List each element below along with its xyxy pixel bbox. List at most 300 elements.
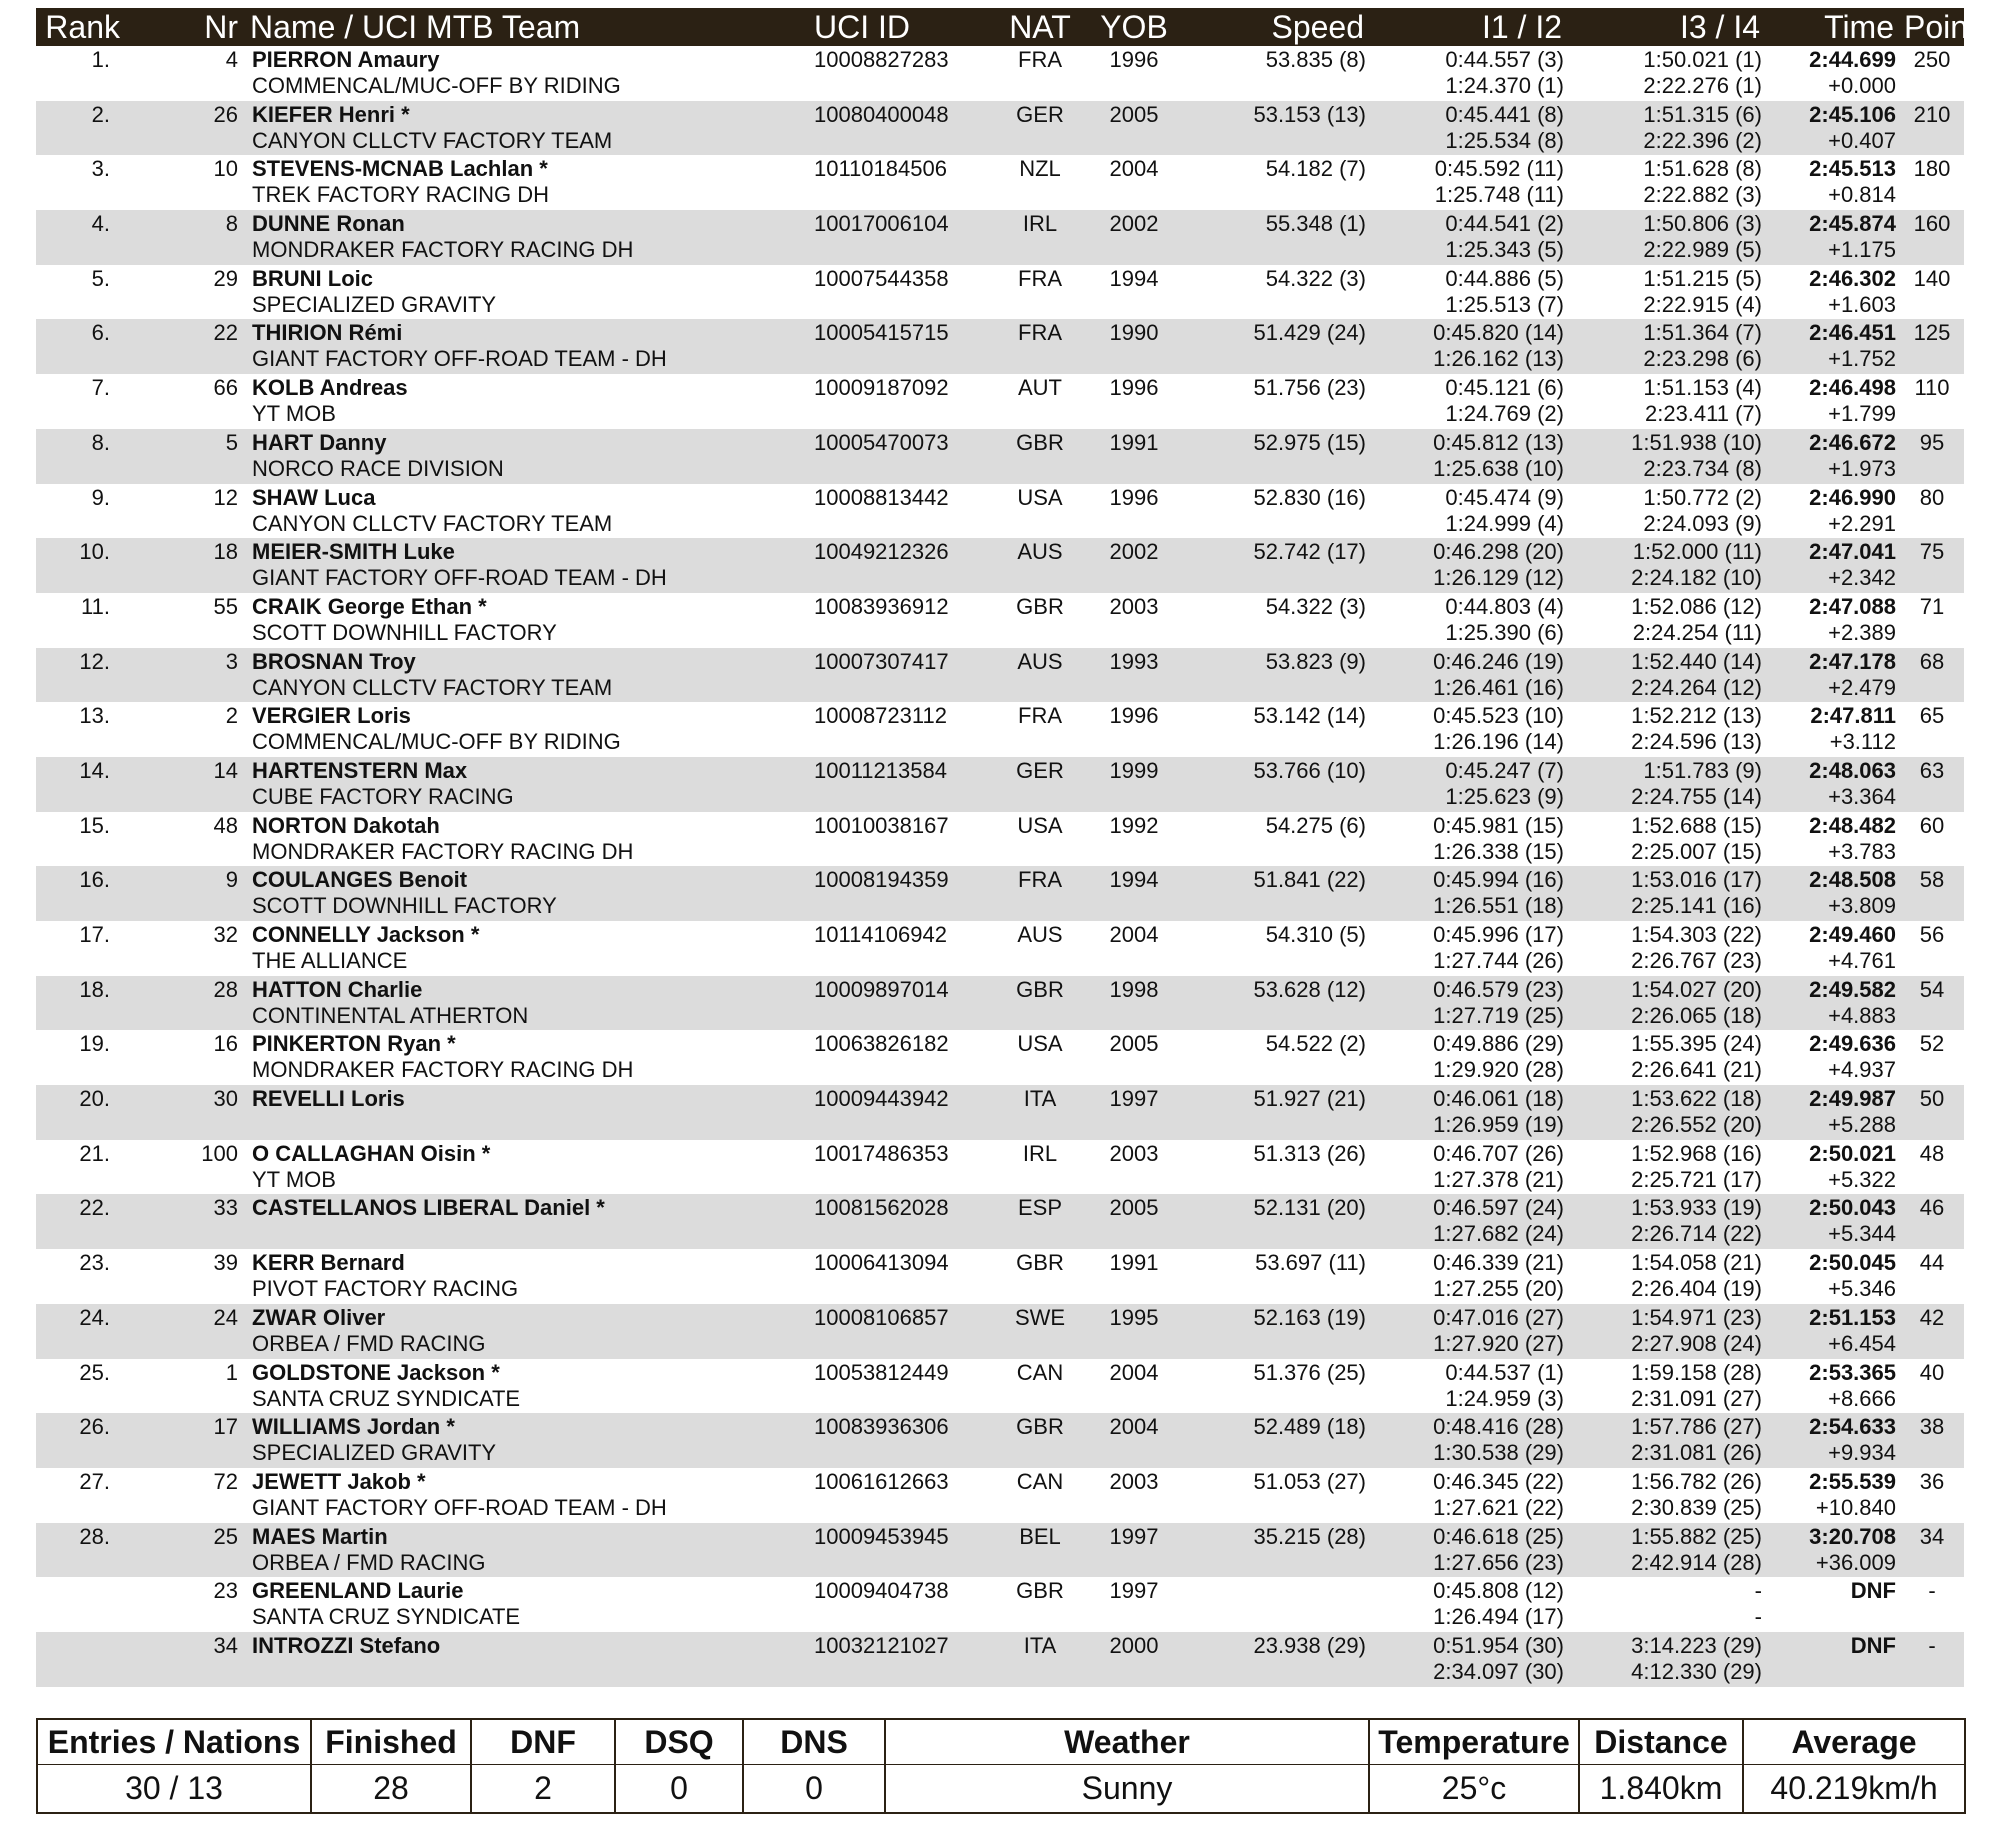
points-cell: 54 xyxy=(1919,976,1945,1002)
bib-number-cell: 14 xyxy=(213,757,238,783)
bib-number-cell: 8 xyxy=(225,211,238,237)
time-cell xyxy=(1766,319,1900,374)
rider-name: CONNELLY Jackson * xyxy=(252,922,480,947)
total-time: 2:55.539 xyxy=(1809,1468,1896,1494)
speed-cell: 53.823 (9) xyxy=(1265,648,1366,674)
points-cell: 60 xyxy=(1919,812,1945,838)
table-row xyxy=(36,429,1964,484)
year-of-birth-cell: 2004 xyxy=(1109,1359,1159,1385)
split-i1: 0:46.298 (20) xyxy=(1433,539,1564,565)
team-name: GIANT FACTORY OFF-ROAD TEAM - DH xyxy=(252,1494,667,1520)
total-time: 2:51.153 xyxy=(1809,1304,1896,1330)
team-name: ORBEA / FMD RACING xyxy=(252,1549,486,1575)
team-name: COMMENCAL/MUC-OFF BY RIDING xyxy=(252,729,621,755)
split-i3: 1:51.364 (7) xyxy=(1643,320,1762,346)
split-i2: 1:27.656 (23) xyxy=(1433,1549,1564,1575)
time-cell xyxy=(1766,210,1900,265)
time-gap: +6.454 xyxy=(1828,1330,1896,1356)
rank-cell: 2. xyxy=(91,101,110,127)
rider-cell xyxy=(244,976,802,1031)
split-i3-i4-cell xyxy=(1568,374,1766,429)
nation-cell: CAN xyxy=(1016,1468,1064,1494)
split-i2: 1:27.255 (20) xyxy=(1433,1276,1564,1302)
uci-id-cell: 10008827283 xyxy=(814,47,949,72)
rider-cell xyxy=(244,265,802,320)
time-cell xyxy=(1766,1632,1900,1687)
split-i4: 2:25.141 (16) xyxy=(1631,893,1762,919)
rider-name: BRUNI Loic xyxy=(252,265,373,291)
time-gap: +1.175 xyxy=(1828,237,1896,263)
nation-cell: USA xyxy=(1017,484,1063,510)
points-cell: 125 xyxy=(1913,320,1951,346)
time-gap: +5.344 xyxy=(1828,1221,1896,1247)
split-i2: 1:27.621 (22) xyxy=(1433,1494,1564,1520)
split-i4: 2:22.882 (3) xyxy=(1643,182,1762,208)
team-name: THE ALLIANCE xyxy=(252,948,408,973)
rank-cell: 3. xyxy=(91,156,110,182)
rider-cell xyxy=(244,101,802,156)
team-name: CUBE FACTORY RACING xyxy=(252,783,514,809)
time-cell xyxy=(1766,1413,1900,1468)
summary-header-weather: Weather xyxy=(885,1719,1369,1765)
split-i3: 1:55.882 (25) xyxy=(1631,1523,1762,1549)
split-i3-i4-cell xyxy=(1568,1523,1766,1578)
year-of-birth-cell: 2004 xyxy=(1109,922,1159,947)
time-gap: +8.666 xyxy=(1828,1385,1896,1411)
nation-cell: GBR xyxy=(1016,1578,1064,1604)
summary-dnf: 2 xyxy=(471,1765,615,1814)
total-time: 2:45.874 xyxy=(1809,211,1896,237)
summary-header-row xyxy=(37,1719,1965,1765)
total-time: 2:49.460 xyxy=(1809,922,1896,947)
split-i2: 2:34.097 (30) xyxy=(1433,1658,1564,1684)
table-row xyxy=(36,1085,1964,1140)
table-row xyxy=(36,210,1964,265)
speed-cell: 51.841 (22) xyxy=(1253,867,1366,893)
team-name: ORBEA / FMD RACING xyxy=(252,1330,486,1356)
split-i4: 2:22.396 (2) xyxy=(1643,127,1762,153)
header-uci-id: UCI ID xyxy=(802,8,988,46)
nation-cell: AUS xyxy=(1017,648,1063,674)
rider-cell xyxy=(244,1468,802,1523)
summary-header-dnf: DNF xyxy=(471,1719,615,1765)
total-time: 2:46.498 xyxy=(1809,375,1896,401)
split-i3-i4-cell xyxy=(1568,1468,1766,1523)
split-i1: 0:46.339 (21) xyxy=(1433,1250,1564,1276)
split-i1-i2-cell xyxy=(1370,429,1568,484)
table-row xyxy=(36,1468,1964,1523)
rider-name: MEIER-SMITH Luke xyxy=(252,539,455,565)
split-i1-i2-cell xyxy=(1370,1304,1568,1359)
header-name: Name / UCI MTB Team xyxy=(244,8,802,46)
bib-number-cell: 24 xyxy=(213,1304,238,1330)
rank-cell: 16. xyxy=(79,867,110,893)
split-i1-i2-cell xyxy=(1370,1632,1568,1687)
split-i3-i4-cell xyxy=(1568,1085,1766,1140)
speed-cell: 51.756 (23) xyxy=(1253,375,1366,401)
split-i4: 2:27.908 (24) xyxy=(1631,1330,1762,1356)
split-i3-i4-cell xyxy=(1568,1304,1766,1359)
total-time: 2:47.811 xyxy=(1810,703,1896,729)
split-i4: 2:31.081 (26) xyxy=(1631,1440,1762,1466)
bib-number-cell: 18 xyxy=(213,539,238,565)
time-gap: +4.761 xyxy=(1828,948,1896,973)
rider-name: SHAW Luca xyxy=(252,484,376,510)
rider-name: KERR Bernard xyxy=(252,1250,405,1276)
split-i3: 1:59.158 (28) xyxy=(1631,1359,1762,1385)
total-time: 2:54.633 xyxy=(1809,1414,1896,1440)
rider-cell xyxy=(244,921,802,976)
rank-cell: 21. xyxy=(79,1140,110,1166)
bib-number-cell: 32 xyxy=(213,922,238,947)
split-i2: 1:27.378 (21) xyxy=(1433,1166,1564,1192)
split-i4: 2:24.254 (11) xyxy=(1632,619,1762,645)
rider-name: WILLIAMS Jordan * xyxy=(252,1414,455,1440)
split-i2: 1:25.534 (8) xyxy=(1445,127,1564,153)
bib-number-cell: 22 xyxy=(213,320,238,346)
nation-cell: AUS xyxy=(1017,922,1063,947)
total-time: 2:45.513 xyxy=(1809,156,1896,182)
speed-cell: 51.429 (24) xyxy=(1253,320,1366,346)
rider-cell xyxy=(244,866,802,921)
summary-header-dns: DNS xyxy=(743,1719,885,1765)
split-i3: 1:51.628 (8) xyxy=(1643,156,1762,182)
nation-cell: USA xyxy=(1017,812,1063,838)
rider-name: ZWAR Oliver xyxy=(252,1304,386,1330)
total-time: 2:44.699 xyxy=(1809,47,1896,72)
total-time: 2:48.508 xyxy=(1809,867,1896,893)
split-i4: 2:24.182 (10) xyxy=(1631,565,1762,591)
year-of-birth-cell: 2002 xyxy=(1109,211,1159,237)
rider-name: NORTON Dakotah xyxy=(252,812,440,838)
rider-cell xyxy=(244,757,802,812)
split-i1: 0:46.579 (23) xyxy=(1433,976,1564,1002)
rider-name: VERGIER Loris xyxy=(252,703,411,729)
points-cell: 160 xyxy=(1913,211,1951,237)
rider-cell xyxy=(244,1413,802,1468)
year-of-birth-cell: 1991 xyxy=(1109,1250,1159,1276)
split-i3-i4-cell xyxy=(1568,46,1766,101)
table-row xyxy=(36,1413,1964,1468)
split-i4: 2:26.714 (22) xyxy=(1631,1221,1762,1247)
rank-cell: 27. xyxy=(79,1468,110,1494)
split-i2: 1:27.682 (24) xyxy=(1433,1221,1564,1247)
split-i4: - xyxy=(1754,1604,1762,1630)
year-of-birth-cell: 2005 xyxy=(1109,1195,1159,1221)
rank-cell: 10. xyxy=(79,539,110,565)
table-row xyxy=(36,101,1964,156)
rider-name: HARTENSTERN Max xyxy=(252,757,468,783)
summary-header-finished: Finished xyxy=(311,1719,471,1765)
rider-name: GREENLAND Laurie xyxy=(252,1578,464,1604)
rider-cell xyxy=(244,648,802,703)
bib-number-cell: 29 xyxy=(213,265,238,291)
speed-cell: 53.142 (14) xyxy=(1253,703,1366,729)
speed-cell: 51.053 (27) xyxy=(1253,1468,1366,1494)
split-i1-i2-cell xyxy=(1370,484,1568,539)
total-time: 2:45.106 xyxy=(1809,101,1896,127)
bib-number-cell: 28 xyxy=(213,976,238,1002)
points-cell: 52 xyxy=(1919,1031,1945,1057)
split-i3: 1:54.027 (20) xyxy=(1631,976,1762,1002)
time-gap: +1.603 xyxy=(1828,291,1896,317)
uci-id-cell: 10009897014 xyxy=(814,976,949,1002)
time-cell xyxy=(1766,757,1900,812)
split-i3: 1:52.212 (13) xyxy=(1631,703,1762,729)
speed-cell: 52.489 (18) xyxy=(1253,1414,1366,1440)
speed-cell: 51.376 (25) xyxy=(1253,1359,1366,1385)
total-time: 2:50.043 xyxy=(1809,1195,1896,1221)
split-i1: 0:45.996 (17) xyxy=(1433,922,1564,947)
table-row xyxy=(36,1194,1964,1249)
rider-cell xyxy=(244,1249,802,1304)
year-of-birth-cell: 2005 xyxy=(1109,101,1159,127)
header-points: Points xyxy=(1900,8,1964,46)
total-time: 2:47.088 xyxy=(1809,593,1896,619)
time-gap: +0.000 xyxy=(1828,73,1896,98)
uci-id-cell: 10009443942 xyxy=(814,1086,949,1112)
uci-id-cell: 10008106857 xyxy=(814,1304,949,1330)
points-cell: 71 xyxy=(1919,593,1945,619)
bib-number-cell: 23 xyxy=(213,1578,238,1604)
points-cell: 63 xyxy=(1919,757,1945,783)
nation-cell: AUS xyxy=(1017,539,1063,565)
split-i1-i2-cell xyxy=(1370,648,1568,703)
summary-header-entries: Entries / Nations xyxy=(37,1719,311,1765)
bib-number-cell: 33 xyxy=(213,1195,238,1221)
uci-id-cell: 10053812449 xyxy=(814,1359,949,1385)
speed-cell: 53.835 (8) xyxy=(1265,47,1366,72)
split-i3: 1:53.933 (19) xyxy=(1631,1195,1762,1221)
split-i1: 0:45.812 (13) xyxy=(1433,429,1564,455)
speed-cell: 54.182 (7) xyxy=(1265,156,1366,182)
nation-cell: GER xyxy=(1016,757,1064,783)
rider-cell xyxy=(244,538,802,593)
split-i1: 0:44.886 (5) xyxy=(1445,265,1564,291)
points-cell: 36 xyxy=(1919,1468,1945,1494)
bib-number-cell: 4 xyxy=(225,47,238,72)
points-cell: 58 xyxy=(1919,867,1945,893)
speed-cell: 52.742 (17) xyxy=(1253,539,1366,565)
rider-cell xyxy=(244,1523,802,1578)
split-i1-i2-cell xyxy=(1370,921,1568,976)
team-name: SPECIALIZED GRAVITY xyxy=(252,1440,497,1466)
time-cell xyxy=(1766,921,1900,976)
split-i3: 1:57.786 (27) xyxy=(1631,1414,1762,1440)
split-i3: 1:50.021 (1) xyxy=(1643,47,1762,72)
rider-name: PINKERTON Ryan * xyxy=(252,1031,456,1057)
team-name: YT MOB xyxy=(252,401,336,427)
split-i1: 0:45.121 (6) xyxy=(1445,375,1564,401)
rider-name: CRAIK George Ethan * xyxy=(252,593,487,619)
time-cell xyxy=(1766,265,1900,320)
split-i2: 1:25.343 (5) xyxy=(1445,237,1564,263)
points-cell: 65 xyxy=(1919,703,1945,729)
header-i1-i2: I1 / I2 xyxy=(1370,8,1568,46)
table-row xyxy=(36,648,1964,703)
time-gap: +4.883 xyxy=(1828,1002,1896,1028)
nation-cell: BEL xyxy=(1019,1523,1061,1549)
year-of-birth-cell: 1997 xyxy=(1109,1086,1159,1112)
split-i3: 1:54.303 (22) xyxy=(1631,922,1762,947)
split-i3-i4-cell xyxy=(1568,1632,1766,1687)
table-row xyxy=(36,757,1964,812)
rank-cell: 9. xyxy=(91,484,110,510)
time-gap: +3.112 xyxy=(1829,729,1896,755)
uci-id-cell: 10063826182 xyxy=(814,1031,949,1057)
nation-cell: IRL xyxy=(1022,211,1058,237)
rank-cell: 19. xyxy=(79,1031,110,1057)
table-row xyxy=(36,1304,1964,1359)
rank-cell: 13. xyxy=(79,703,110,729)
split-i4: 2:24.596 (13) xyxy=(1631,729,1762,755)
bib-number-cell: 3 xyxy=(225,648,238,674)
results-header xyxy=(36,8,1993,46)
table-row xyxy=(36,921,1964,976)
uci-id-cell: 10006413094 xyxy=(814,1250,949,1276)
time-gap: +4.937 xyxy=(1828,1057,1896,1083)
time-cell xyxy=(1766,1577,1900,1632)
bib-number-cell: 26 xyxy=(213,101,238,127)
summary-header-dsq: DSQ xyxy=(615,1719,743,1765)
rider-name: INTROZZI Stefano xyxy=(252,1632,441,1658)
bib-number-cell: 48 xyxy=(213,812,238,838)
total-time: DNF xyxy=(1850,1578,1896,1604)
points-cell: 42 xyxy=(1919,1304,1945,1330)
nation-cell: FRA xyxy=(1018,320,1062,346)
rider-name: PIERRON Amaury xyxy=(252,47,440,72)
year-of-birth-cell: 1999 xyxy=(1109,757,1159,783)
table-row xyxy=(36,374,1964,429)
time-cell xyxy=(1766,1468,1900,1523)
points-cell: 110 xyxy=(1914,375,1950,401)
summary-weather: Sunny xyxy=(885,1765,1369,1814)
table-row xyxy=(36,593,1964,648)
year-of-birth-cell: 1996 xyxy=(1109,375,1159,401)
total-time: 2:49.582 xyxy=(1809,976,1896,1002)
rank-cell: 17. xyxy=(79,922,110,947)
split-i2: 1:26.494 (17) xyxy=(1433,1604,1564,1630)
rider-name: KIEFER Henri * xyxy=(252,101,410,127)
rider-cell xyxy=(244,46,802,101)
split-i1: 0:49.886 (29) xyxy=(1433,1031,1564,1057)
split-i4: 2:23.734 (8) xyxy=(1643,455,1762,481)
split-i2: 1:26.162 (13) xyxy=(1433,346,1564,372)
split-i4: 2:24.093 (9) xyxy=(1643,510,1762,536)
points-cell: 44 xyxy=(1919,1250,1945,1276)
split-i2: 1:27.719 (25) xyxy=(1433,1002,1564,1028)
year-of-birth-cell: 2003 xyxy=(1109,593,1159,619)
points-cell: 48 xyxy=(1919,1140,1945,1166)
total-time: 2:47.041 xyxy=(1809,539,1896,565)
split-i3: 1:54.058 (21) xyxy=(1631,1250,1762,1276)
year-of-birth-cell: 2005 xyxy=(1109,1031,1159,1057)
nation-cell: ITA xyxy=(1023,1086,1057,1112)
year-of-birth-cell: 1996 xyxy=(1109,484,1159,510)
table-row xyxy=(36,1359,1964,1414)
time-gap: +1.799 xyxy=(1828,401,1896,427)
table-row xyxy=(36,866,1964,921)
split-i2: 1:24.370 (1) xyxy=(1445,73,1564,98)
uci-id-cell: 10049212326 xyxy=(814,539,949,565)
split-i2: 1:25.623 (9) xyxy=(1445,783,1564,809)
split-i4: 2:22.276 (1) xyxy=(1643,73,1762,98)
time-cell xyxy=(1766,812,1900,867)
split-i2: 1:24.959 (3) xyxy=(1445,1385,1564,1411)
time-gap: +3.364 xyxy=(1828,783,1896,809)
nation-cell: GBR xyxy=(1016,1250,1064,1276)
summary-values-row xyxy=(37,1765,1965,1814)
speed-cell: 23.938 (29) xyxy=(1253,1632,1366,1658)
split-i3-i4-cell xyxy=(1568,265,1766,320)
speed-cell: 53.153 (13) xyxy=(1253,101,1366,127)
table-row xyxy=(36,976,1964,1031)
time-cell xyxy=(1766,155,1900,210)
points-cell: 40 xyxy=(1919,1359,1945,1385)
split-i1: 0:46.707 (26) xyxy=(1433,1140,1564,1166)
rider-cell xyxy=(244,319,802,374)
speed-cell: 54.275 (6) xyxy=(1265,812,1366,838)
split-i3: 1:51.215 (5) xyxy=(1643,265,1762,291)
time-gap: +3.783 xyxy=(1828,838,1896,864)
year-of-birth-cell: 1996 xyxy=(1109,703,1159,729)
split-i2: 1:30.538 (29) xyxy=(1433,1440,1564,1466)
time-cell xyxy=(1766,1030,1900,1085)
time-cell xyxy=(1766,976,1900,1031)
nation-cell: ESP xyxy=(1017,1195,1063,1221)
split-i4: 2:24.264 (12) xyxy=(1631,674,1762,700)
split-i3: 1:52.440 (14) xyxy=(1631,648,1762,674)
year-of-birth-cell: 1991 xyxy=(1109,429,1159,455)
rider-name: DUNNE Ronan xyxy=(252,211,405,237)
summary-distance: 1.840km xyxy=(1579,1765,1743,1814)
split-i2: 1:25.748 (11) xyxy=(1434,182,1564,208)
split-i1: 0:51.954 (30) xyxy=(1433,1632,1564,1658)
table-row xyxy=(36,46,1964,101)
rider-name: O CALLAGHAN Oisin * xyxy=(252,1140,491,1166)
nation-cell: GBR xyxy=(1016,429,1064,455)
time-cell xyxy=(1766,1249,1900,1304)
split-i3-i4-cell xyxy=(1568,1577,1766,1632)
split-i1-i2-cell xyxy=(1370,538,1568,593)
table-row xyxy=(36,1632,1964,1687)
split-i1-i2-cell xyxy=(1370,210,1568,265)
split-i3-i4-cell xyxy=(1568,210,1766,265)
time-gap: +3.809 xyxy=(1828,893,1896,919)
split-i2: 1:25.638 (10) xyxy=(1433,455,1564,481)
time-gap: +2.291 xyxy=(1828,510,1896,536)
split-i4: 2:25.721 (17) xyxy=(1631,1166,1762,1192)
total-time: 2:48.063 xyxy=(1809,757,1896,783)
split-i3-i4-cell xyxy=(1568,593,1766,648)
bib-number-cell: 16 xyxy=(213,1031,238,1057)
split-i3-i4-cell xyxy=(1568,1030,1766,1085)
bib-number-cell: 9 xyxy=(225,867,238,893)
uci-id-cell: 10083936912 xyxy=(814,593,949,619)
split-i3-i4-cell xyxy=(1568,1413,1766,1468)
table-row xyxy=(36,265,1964,320)
rank-cell: 1. xyxy=(91,47,110,72)
uci-id-cell: 10007544358 xyxy=(814,265,949,291)
time-cell xyxy=(1766,702,1900,757)
team-name: CANYON CLLCTV FACTORY TEAM xyxy=(252,127,613,153)
uci-id-cell: 10083936306 xyxy=(814,1414,949,1440)
table-row xyxy=(36,155,1964,210)
year-of-birth-cell: 1997 xyxy=(1109,1578,1159,1604)
rank-cell: 26. xyxy=(79,1414,110,1440)
time-gap: +36.009 xyxy=(1815,1549,1896,1575)
split-i1: 0:47.016 (27) xyxy=(1433,1304,1564,1330)
